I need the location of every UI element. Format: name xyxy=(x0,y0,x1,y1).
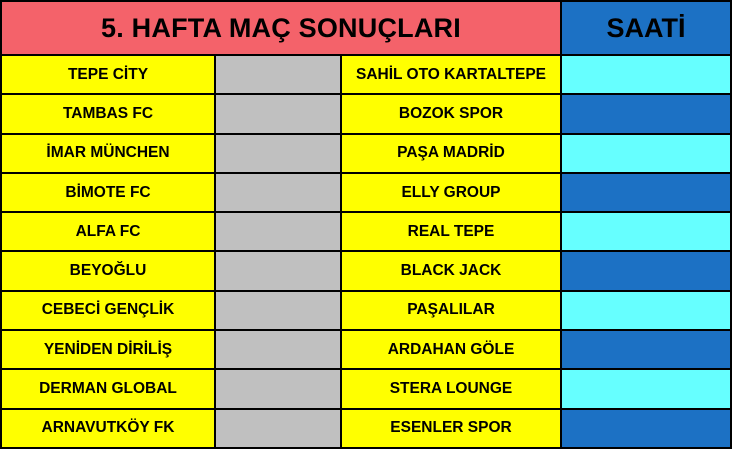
page-title: 5. HAFTA MAÇ SONUÇLARI xyxy=(0,0,562,56)
match-time-cell[interactable] xyxy=(562,410,732,449)
match-time-cell[interactable] xyxy=(562,95,732,134)
score-cell[interactable] xyxy=(216,292,342,331)
table-row xyxy=(0,174,732,213)
away-team-cell: ESENLER SPOR xyxy=(342,410,562,449)
table-row xyxy=(0,331,732,370)
score-cell[interactable] xyxy=(216,410,342,449)
match-time-cell[interactable] xyxy=(562,56,732,95)
score-cell[interactable] xyxy=(216,95,342,134)
home-team-cell: İMAR MÜNCHEN xyxy=(0,135,216,174)
away-team-cell: REAL TEPE xyxy=(342,213,562,252)
away-team-cell: ELLY GROUP xyxy=(342,174,562,213)
table-header-row xyxy=(0,0,732,56)
table-row xyxy=(0,252,732,291)
score-cell[interactable] xyxy=(216,135,342,174)
score-cell[interactable] xyxy=(216,370,342,409)
home-team-cell: YENİDEN DİRİLİŞ xyxy=(0,331,216,370)
away-team-cell: STERA LOUNGE xyxy=(342,370,562,409)
home-team-cell: ALFA FC xyxy=(0,213,216,252)
match-rows xyxy=(0,56,732,449)
column-header-time: SAATİ xyxy=(562,0,732,56)
table-row xyxy=(0,213,732,252)
score-cell[interactable] xyxy=(216,56,342,95)
away-team-cell: PAŞALILAR xyxy=(342,292,562,331)
score-cell[interactable] xyxy=(216,213,342,252)
match-time-cell[interactable] xyxy=(562,370,732,409)
table-row xyxy=(0,95,732,134)
score-cell[interactable] xyxy=(216,174,342,213)
table-row xyxy=(0,292,732,331)
away-team-cell: SAHİL OTO KARTALTEPE xyxy=(342,56,562,95)
home-team-cell: DERMAN GLOBAL xyxy=(0,370,216,409)
home-team-cell: CEBECİ GENÇLİK xyxy=(0,292,216,331)
table-row xyxy=(0,135,732,174)
home-team-cell: BEYOĞLU xyxy=(0,252,216,291)
match-time-cell[interactable] xyxy=(562,213,732,252)
match-time-cell[interactable] xyxy=(562,174,732,213)
away-team-cell: BLACK JACK xyxy=(342,252,562,291)
table-row xyxy=(0,410,732,449)
home-team-cell: BİMOTE FC xyxy=(0,174,216,213)
match-time-cell[interactable] xyxy=(562,292,732,331)
score-cell[interactable] xyxy=(216,252,342,291)
score-cell[interactable] xyxy=(216,331,342,370)
home-team-cell: TEPE CİTY xyxy=(0,56,216,95)
away-team-cell: BOZOK SPOR xyxy=(342,95,562,134)
match-time-cell[interactable] xyxy=(562,135,732,174)
away-team-cell: ARDAHAN GÖLE xyxy=(342,331,562,370)
match-time-cell[interactable] xyxy=(562,252,732,291)
match-time-cell[interactable] xyxy=(562,331,732,370)
home-team-cell: TAMBAS FC xyxy=(0,95,216,134)
table-row xyxy=(0,56,732,95)
away-team-cell: PAŞA MADRİD xyxy=(342,135,562,174)
table-row xyxy=(0,370,732,409)
home-team-cell: ARNAVUTKÖY FK xyxy=(0,410,216,449)
